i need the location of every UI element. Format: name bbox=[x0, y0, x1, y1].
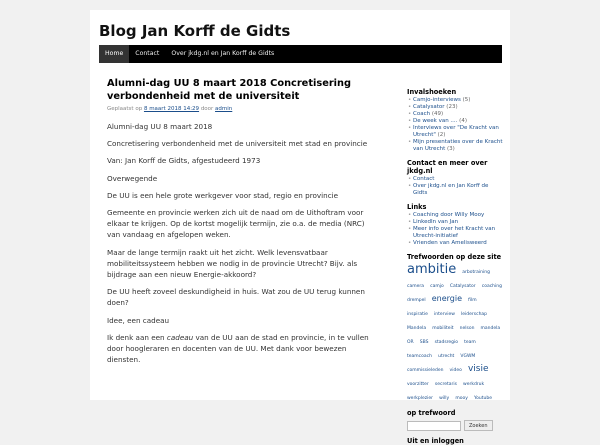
post-paragraph: Idee, een cadeau bbox=[107, 315, 170, 325]
post-text-emphasis: cadeau bbox=[166, 332, 194, 342]
link-item-label[interactable]: LinkedIn van Jan bbox=[413, 219, 459, 225]
links-list bbox=[407, 212, 503, 247]
post bbox=[107, 78, 379, 365]
link-item[interactable] bbox=[407, 240, 503, 247]
tag-link[interactable]: arbotraining bbox=[462, 270, 490, 275]
tag-link[interactable]: VGWM bbox=[460, 354, 476, 359]
nav-home[interactable]: Home bbox=[99, 45, 129, 63]
tag-link[interactable]: interview bbox=[434, 312, 455, 317]
post-paragraph: De UU heeft zoveel deskundigheid in huis. Wat zou de UU terug kunnen doen? bbox=[107, 287, 365, 308]
widget-title-invalshoeken: Invalshoeken bbox=[407, 88, 457, 96]
widget-title-login: Uit en inloggen bbox=[407, 437, 464, 445]
link-item[interactable] bbox=[407, 226, 503, 240]
link-item[interactable] bbox=[407, 212, 503, 219]
post-text: Ik denk aan een bbox=[107, 332, 165, 342]
category-item-count: (3) bbox=[445, 146, 455, 152]
category-item[interactable] bbox=[407, 111, 503, 118]
category-item-label[interactable]: De week van .... bbox=[413, 118, 458, 124]
main-nav bbox=[99, 45, 502, 63]
widget-title-tags: Trefwoorden op deze site bbox=[407, 253, 502, 261]
category-item[interactable] bbox=[407, 139, 503, 153]
post-meta bbox=[107, 106, 379, 112]
contact-item-label[interactable]: Over jkdg.nl en Jan Korff de Gidts bbox=[413, 183, 489, 196]
contact-item[interactable] bbox=[407, 176, 503, 183]
link-item-label[interactable]: Vrienden van Amelisweerd bbox=[413, 240, 487, 246]
tag-link[interactable]: werkplezier bbox=[407, 396, 434, 401]
post-paragraph: Overwegende bbox=[107, 173, 158, 183]
post-meta-prefix: Geplaatst op bbox=[107, 106, 143, 112]
category-item[interactable] bbox=[407, 118, 503, 125]
category-item-count: (23) bbox=[444, 104, 458, 110]
tag-link[interactable]: mooy bbox=[455, 396, 468, 401]
tag-link[interactable]: mobiliteit bbox=[432, 326, 454, 331]
tag-link[interactable]: utrecht bbox=[438, 354, 455, 359]
post-author-link[interactable]: admin bbox=[215, 106, 233, 112]
tag-link[interactable]: teamcoach bbox=[407, 354, 432, 359]
post-paragraph bbox=[107, 332, 379, 366]
search-button[interactable]: Zoeken bbox=[464, 420, 493, 431]
tag-link[interactable]: stadsregio bbox=[434, 340, 459, 345]
tag-link[interactable]: leiderschap bbox=[461, 312, 488, 317]
tag-link[interactable]: video bbox=[449, 368, 462, 373]
category-item-label[interactable]: Catalysator bbox=[413, 104, 445, 110]
tag-link[interactable]: inspiratie bbox=[407, 312, 428, 317]
site-title[interactable]: Blog Jan Korff de Gidts bbox=[99, 22, 291, 40]
sidebar bbox=[407, 88, 503, 445]
tag-link[interactable]: team bbox=[464, 340, 476, 345]
search-form bbox=[407, 420, 503, 431]
contact-item-label[interactable]: Contact bbox=[413, 176, 435, 182]
post-paragraph: Maar de lange termijn raakt uit het zicht. Welk levensvatbaar mobiliteitssysteem hebben we nodig in de provincie Utrecht? Bijv. als bijdrage aan een nieuw Energie-akkoord? bbox=[107, 247, 358, 280]
tag-link[interactable]: werkdruk bbox=[463, 382, 485, 387]
category-item-label[interactable]: Interviews over "De Kracht van Utrecht" bbox=[413, 125, 499, 138]
category-item-count: (49) bbox=[430, 111, 444, 117]
widget-title-contact: Contact en meer over jkdg.nl bbox=[407, 159, 488, 175]
post-date-link[interactable]: 8 maart 2018 14:29 bbox=[143, 106, 200, 112]
contact-list bbox=[407, 176, 503, 197]
tag-link[interactable]: drempel bbox=[407, 298, 426, 303]
post-text: van de UU aan de stad en provincie, in te vullen door hoogleraren en docenten van de UU. Met dank voor bewezen diensten. bbox=[107, 332, 369, 365]
post-paragraph: Concretisering verbondenheid met de universiteit met stad en provincie bbox=[107, 139, 368, 149]
tag-link[interactable]: film bbox=[468, 298, 477, 303]
search-input[interactable] bbox=[407, 421, 461, 431]
category-item[interactable] bbox=[407, 125, 503, 139]
category-item-count: (4) bbox=[457, 118, 467, 124]
tag-link[interactable]: energie bbox=[431, 294, 463, 303]
category-list bbox=[407, 97, 503, 153]
link-item-label[interactable]: Meer info over het Kracht van Utrecht-initiatief bbox=[413, 226, 496, 239]
tag-link[interactable]: Mandela bbox=[407, 326, 427, 331]
tag-link[interactable]: willy bbox=[439, 396, 450, 401]
link-item-label[interactable]: Coaching door Willy Mooy bbox=[413, 212, 485, 218]
nav-contact[interactable]: Contact bbox=[135, 50, 160, 57]
post-title[interactable]: Alumni-dag UU 8 maart 2018 Concretisering verbondenheid met de universiteit bbox=[107, 78, 352, 102]
page bbox=[90, 10, 510, 445]
tag-cloud bbox=[407, 263, 503, 403]
category-item-label[interactable]: Coach bbox=[413, 111, 431, 117]
link-item[interactable] bbox=[407, 219, 503, 226]
post-paragraph: Alumni-dag UU 8 maart 2018 bbox=[107, 122, 213, 131]
tag-link[interactable]: Catalysator bbox=[449, 284, 476, 289]
post-paragraph: Gemeente en provincie werken zich uit de naad om de Uithoftram voor elkaar te krijgen. Op de kortst mogelijk termijn, zie o.a. de media (NRC) van vandaag en afgelopen weken. bbox=[107, 208, 365, 240]
tag-link[interactable]: mandela bbox=[480, 326, 501, 331]
widget-title-links: Links bbox=[407, 203, 427, 211]
tag-link[interactable]: SBS bbox=[419, 340, 429, 345]
widget-title-search: op trefwoord bbox=[407, 409, 456, 417]
tag-link[interactable]: camjo bbox=[430, 284, 444, 289]
category-item[interactable] bbox=[407, 104, 503, 111]
tag-link[interactable]: nelson bbox=[459, 326, 475, 331]
tag-link[interactable]: commissieleden bbox=[407, 368, 444, 373]
category-item-count: (5) bbox=[460, 97, 471, 103]
category-item-label[interactable]: Mijn presentaties over de Kracht van Utrecht bbox=[413, 139, 503, 152]
post-paragraph: Van: Jan Korff de Gidts, afgestudeerd 1973 bbox=[107, 156, 261, 166]
tag-link[interactable]: OR bbox=[407, 340, 414, 345]
contact-item[interactable] bbox=[407, 183, 503, 197]
category-item[interactable] bbox=[407, 97, 503, 104]
tag-link[interactable]: secretaris bbox=[434, 382, 457, 387]
post-meta-by: door bbox=[200, 106, 214, 112]
category-item-label[interactable]: Camjo-interviews bbox=[413, 97, 461, 103]
tag-link[interactable]: voorzitter bbox=[407, 382, 429, 387]
tag-link[interactable]: visie bbox=[467, 364, 489, 374]
nav-over[interactable]: Over jkdg.nl en Jan Korff de Gidts bbox=[171, 50, 275, 57]
tag-link[interactable]: ambitie bbox=[407, 262, 457, 277]
tag-link[interactable]: coaching bbox=[481, 284, 502, 289]
category-item-count: (2) bbox=[435, 132, 446, 138]
tag-link[interactable]: Youtube bbox=[473, 396, 492, 401]
post-paragraph: De UU is een hele grote werkgever voor stad, regio en provincie bbox=[107, 190, 339, 200]
tag-link[interactable]: camera bbox=[407, 284, 424, 289]
